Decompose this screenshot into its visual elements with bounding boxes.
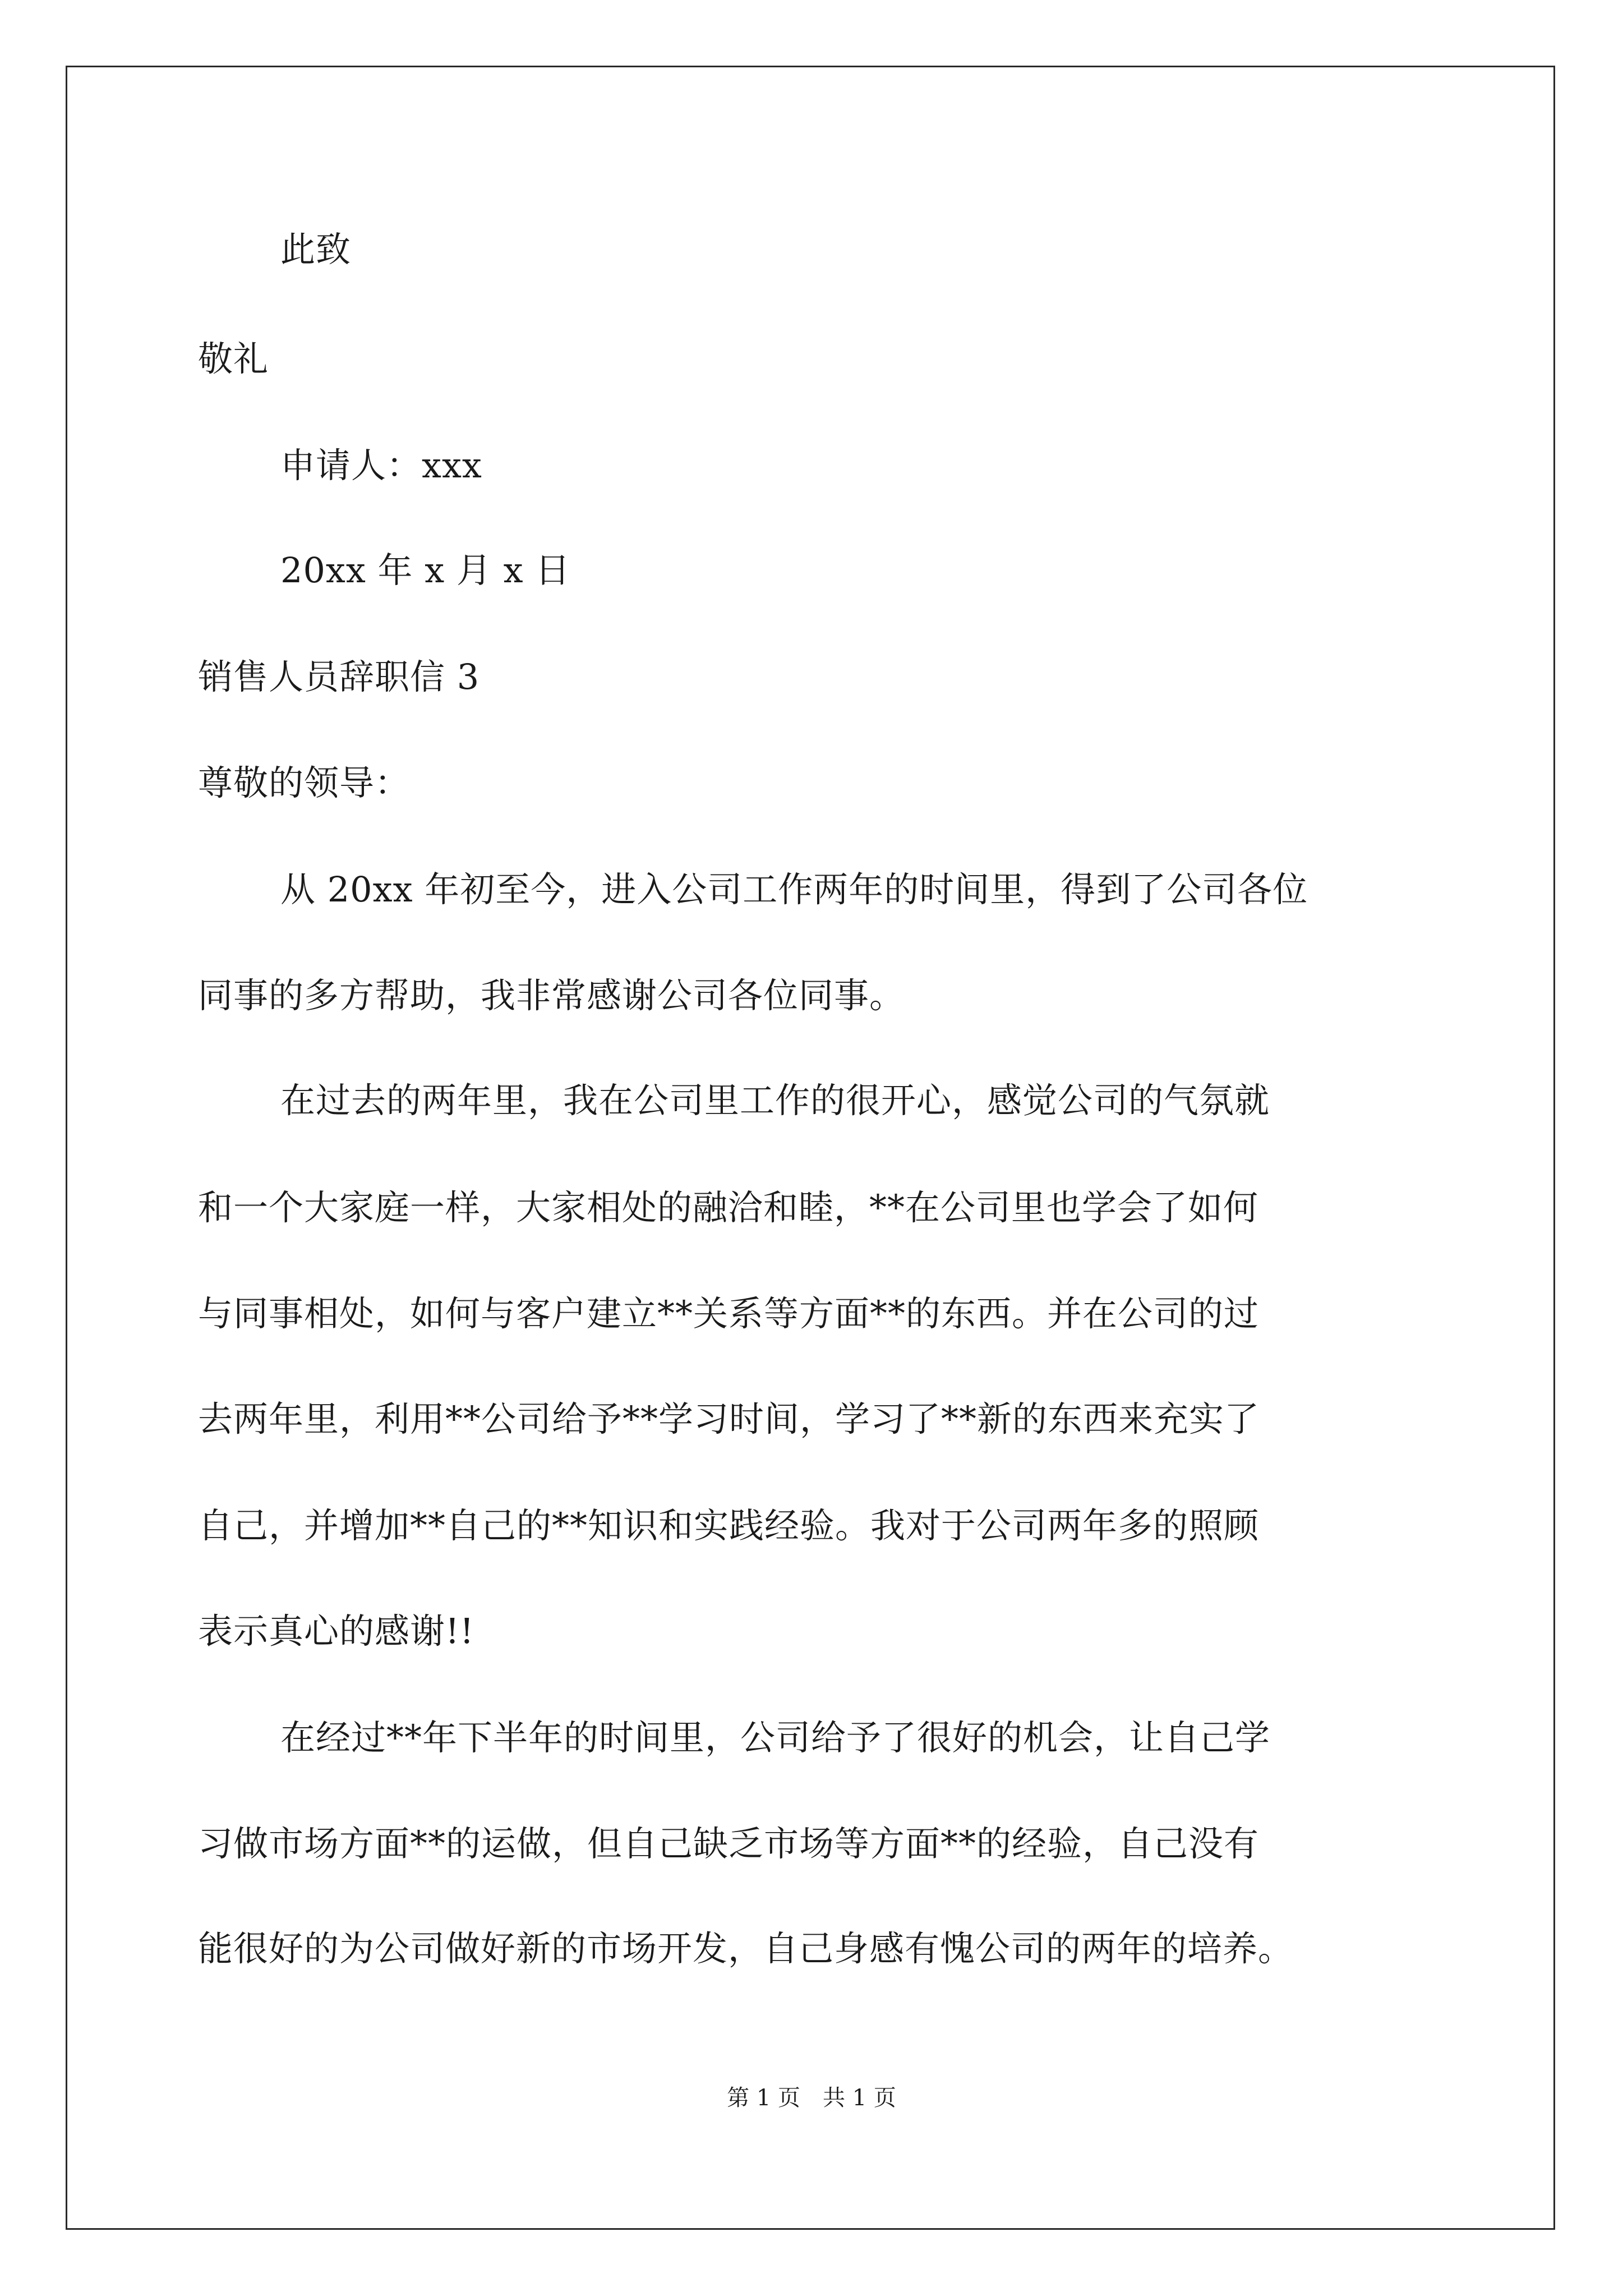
greeting-line: 尊敬的领导：	[198, 762, 411, 803]
paragraph-line: 去两年里，利用**公司给予**学习时间，学习了**新的东西来充实了	[198, 1398, 1260, 1439]
paragraph-line: 同事的多方帮助，我非常感谢公司各位同事。	[198, 975, 905, 1016]
closing-salutation: 此致	[280, 229, 352, 270]
paragraph-line: 和一个大家庭一样，大家相处的融洽和睦，**在公司里也学会了如何	[198, 1187, 1259, 1228]
paragraph-line: 与同事相处，如何与客户建立**关系等方面**的东西。并在公司的过	[198, 1293, 1260, 1334]
applicant-line: 申请人：xxx	[280, 445, 482, 486]
section-heading: 销售人员辞职信 3	[198, 656, 480, 697]
paragraph-line: 在过去的两年里，我在公司里工作的很开心，感觉公司的气氛就	[280, 1080, 1270, 1121]
paragraph-line: 自己，并增加**自己的**知识和实践经验。我对于公司两年多的照顾	[198, 1505, 1260, 1546]
page-number-footer: 第 1 页 共 1 页	[727, 2085, 896, 2111]
paragraph-line: 能很好的为公司做好新的市场开发，自己身感有愧公司的两年的培养。	[198, 1928, 1294, 1969]
page-border	[66, 66, 1555, 2230]
paragraph-line: 习做市场方面**的运做，但自己缺乏市场等方面**的经验，自己没有	[198, 1823, 1260, 1864]
paragraph-line: 从 20xx 年初至今，进入公司工作两年的时间里，得到了公司各位	[280, 869, 1308, 910]
closing-respect: 敬礼	[198, 338, 269, 379]
paragraph-line: 在经过**年下半年的时间里，公司给予了很好的机会，让自己学	[280, 1717, 1271, 1758]
paragraph-line: 表示真心的感谢!!	[198, 1611, 474, 1651]
date-line: 20xx 年 x 月 x 日	[280, 550, 571, 591]
